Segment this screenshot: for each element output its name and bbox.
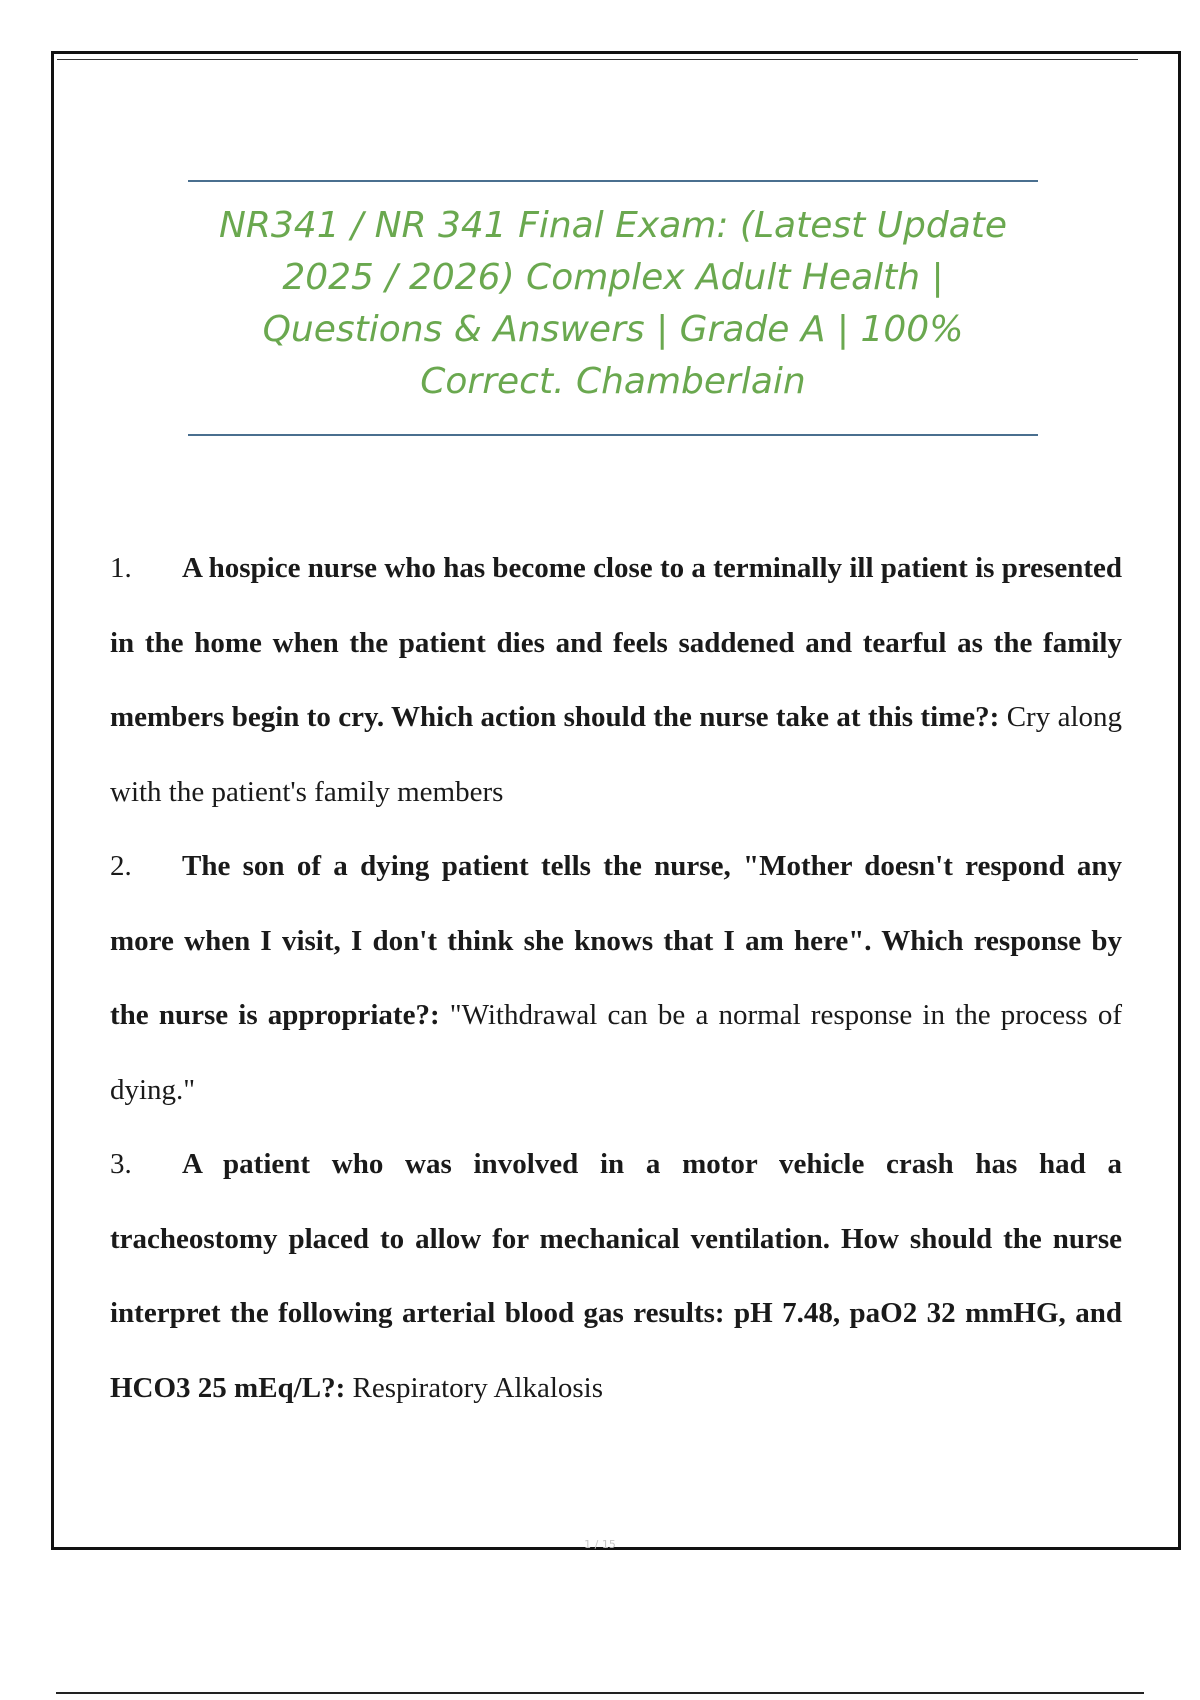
answer-text: Respiratory Alkalosis — [352, 1371, 604, 1404]
frame-top-rule — [57, 59, 1138, 60]
question-list — [110, 531, 1122, 1425]
document-title: NR341 / NR 341 Final Exam: (Latest Update 2025 / 2026) Complex Adult Health | Questions & Answers | Grade A | 100% Correct. Chamberlain — [218, 205, 1008, 402]
title-bottom-rule — [188, 434, 1038, 436]
question-text: A patient who was involved in a motor vehicle crash has had a tracheostomy placed to allow for mechanical ventilation. How should the nurse interpret the following arterial blood gas results: pH 7.48, paO2 32 mmHG, and HCO3 25 mEq/L?: — [110, 1148, 1122, 1404]
question-item-1 — [110, 531, 1122, 829]
question-number: 3. — [110, 1148, 132, 1180]
question-text: The son of a dying patient tells the nurse, "Mother doesn't respond any more when I visit, I don't think she knows that I am here". Which response by the nurse is appropriate?: — [110, 850, 1122, 1031]
question-number: 1. — [110, 552, 132, 584]
next-page-top-rule — [56, 1692, 1144, 1694]
question-item-2 — [110, 829, 1122, 1127]
title-top-rule — [188, 180, 1038, 182]
page-counter: 1 / 15 — [584, 1538, 616, 1551]
question-text: A hospice nurse who has become close to a terminally ill patient is presented in the home when the patient dies and feels saddened and tearful as the family members begin to cry. Which action should the nurse take at this time?: — [110, 552, 1122, 733]
answer-text: Cry along with the patient's family members — [110, 701, 1122, 808]
question-item-3 — [110, 1127, 1122, 1425]
question-number: 2. — [110, 850, 132, 882]
answer-text: "Withdrawal can be a normal response in the process of dying." — [110, 999, 1123, 1106]
title-block — [188, 180, 1038, 436]
